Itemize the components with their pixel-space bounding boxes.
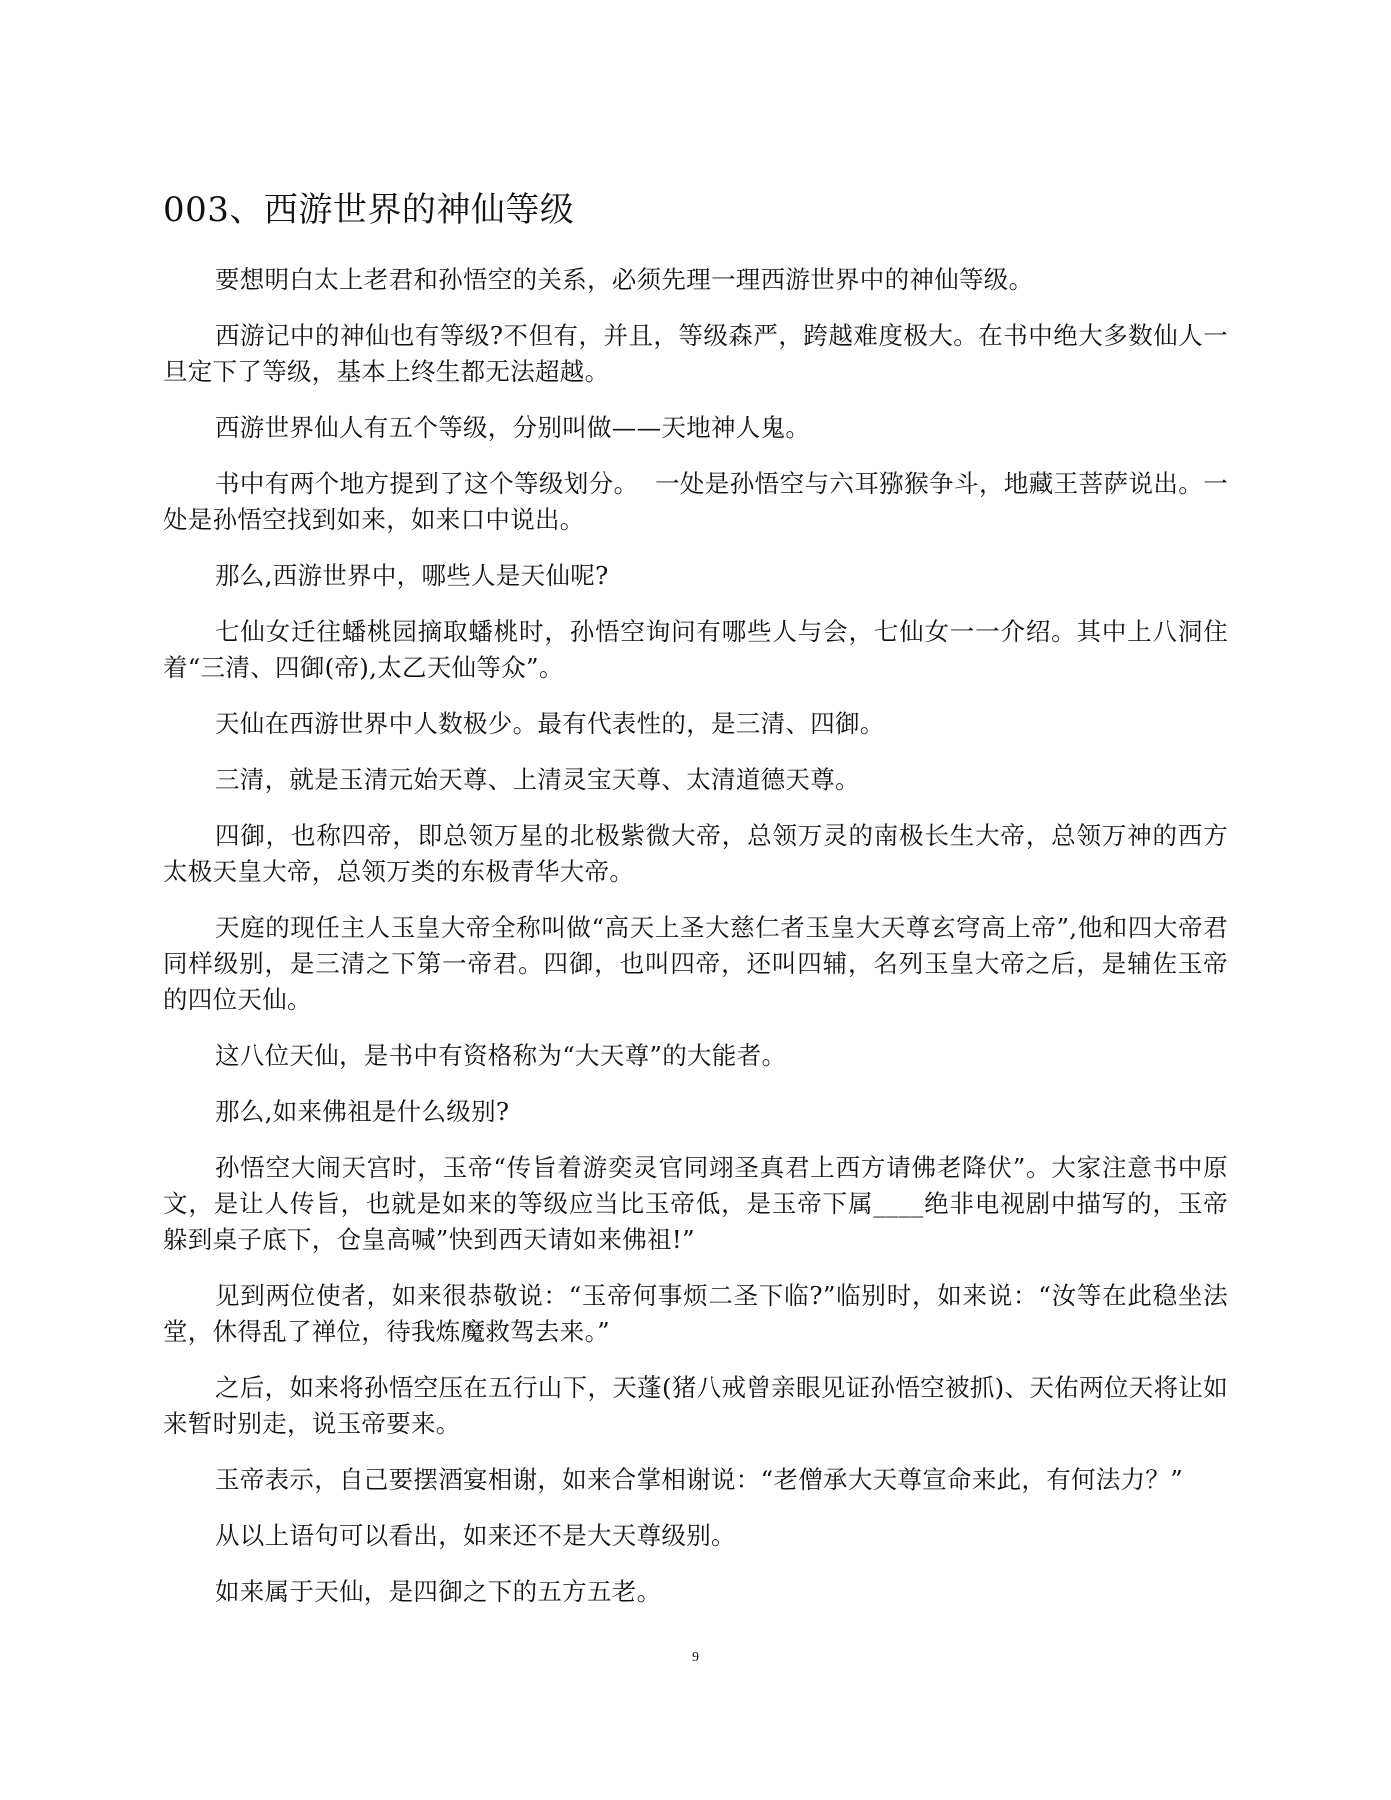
paragraph: 西游世界仙人有五个等级，分别叫做——天地神人鬼。 bbox=[215, 413, 811, 442]
paragraph: 那么,西游世界中，哪些人是天仙呢? bbox=[215, 561, 609, 590]
page-number: 9 bbox=[692, 1650, 699, 1665]
chapter-title: 003、西游世界的神仙等级 bbox=[163, 190, 575, 230]
paragraph: 这八位天仙，是书中有资格称为“大天尊”的大能者。 bbox=[215, 1041, 787, 1070]
paragraph: 那么,如来佛祖是什么级别? bbox=[215, 1097, 510, 1126]
paragraph: 玉帝表示，自己要摆酒宴相谢，如来合掌相谢说：“老僧承大天尊宣命来此，有何法力？” bbox=[215, 1465, 1184, 1494]
paragraph: 西游记中的神仙也有等级?不但有，并且，等级森严，跨越难度极大。在书中绝大多数仙人一旦定下了等级，基本上终生都无法超越。 bbox=[163, 321, 1228, 386]
paragraph: 孙悟空大闹天宫时，玉帝“传旨着游奕灵官同翊圣真君上西方请佛老降伏”。大家注意书中原文，是让人传旨，也就是如来的等级应当比玉帝低，是玉帝下属____绝非电视剧中描写的，玉帝躲到桌子底下，仓皇高喊”快到西天请如来佛祖!” bbox=[163, 1153, 1228, 1254]
paragraph: 从以上语句可以看出，如来还不是大天尊级别。 bbox=[215, 1521, 736, 1550]
paragraph: 七仙女迁往蟠桃园摘取蟠桃时，孙悟空询问有哪些人与会，七仙女一一介绍。其中上八洞住着“三清、四御(帝),太乙天仙等众”。 bbox=[163, 617, 1228, 682]
paragraph: 四御，也称四帝，即总领万星的北极紫微大帝，总领万灵的南极长生大帝，总领万神的西方太极天皇大帝，总领万类的东极青华大帝。 bbox=[163, 821, 1228, 886]
paragraph: 三清，就是玉清元始天尊、上清灵宝天尊、太清道德天尊。 bbox=[215, 765, 860, 794]
paragraph: 天仙在西游世界中人数极少。最有代表性的，是三清、四御。 bbox=[215, 709, 885, 738]
paragraph: 如来属于天仙，是四御之下的五方五老。 bbox=[215, 1577, 662, 1606]
chapter-body bbox=[163, 262, 1228, 1630]
paragraph: 见到两位使者，如来很恭敬说：“玉帝何事烦二圣下临?”临别时，如来说：“汝等在此稳坐法堂，休得乱了禅位，待我炼魔救驾去来。” bbox=[163, 1281, 1228, 1346]
paragraph: 要想明白太上老君和孙悟空的关系，必须先理一理西游世界中的神仙等级。 bbox=[215, 265, 1034, 294]
paragraph: 之后，如来将孙悟空压在五行山下，天蓬(猪八戒曾亲眼见证孙悟空被抓)、天佑两位天将让如来暂时别走，说玉帝要来。 bbox=[163, 1373, 1228, 1438]
paragraph: 天庭的现任主人玉皇大帝全称叫做“高天上圣大慈仁者玉皇大天尊玄穹高上帝”,他和四大帝君同样级别，是三清之下第一帝君。四御，也叫四帝，还叫四辅，名列玉皇大帝之后，是辅佐玉帝的四位天仙。 bbox=[163, 913, 1228, 1014]
paragraph: 书中有两个地方提到了这个等级划分。 一处是孙悟空与六耳猕猴争斗，地藏王菩萨说出。一处是孙悟空找到如来，如来口中说出。 bbox=[163, 469, 1228, 534]
